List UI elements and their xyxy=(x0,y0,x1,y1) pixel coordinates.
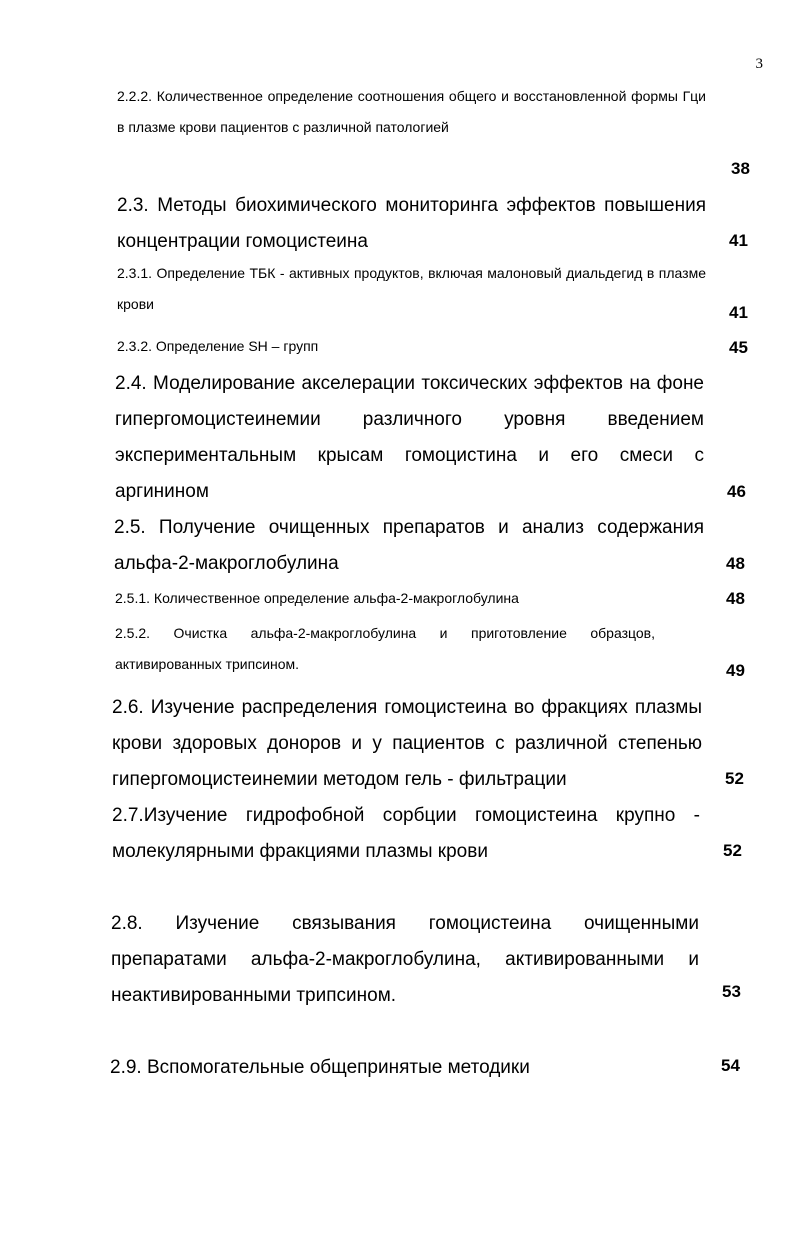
toc-entry-2-4 xyxy=(115,366,746,510)
toc-entry-page: 54 xyxy=(721,1056,740,1075)
toc-entry-2-6 xyxy=(112,690,744,798)
toc-entry-title: 2.5.1. Количественное определение альфа-2-макроглобулина xyxy=(115,590,519,606)
toc-entry-page: 52 xyxy=(725,769,744,788)
toc-entry-page: 52 xyxy=(723,841,742,860)
toc-entry-2-3-1 xyxy=(117,258,748,322)
toc-entry-page: 41 xyxy=(729,231,748,250)
toc-entry-page: 38 xyxy=(731,159,750,178)
toc-entry-2-7 xyxy=(112,798,742,870)
toc-entry-2-5 xyxy=(114,510,745,582)
toc-entry-2-5-2 xyxy=(115,618,745,680)
toc-entry-2-9 xyxy=(110,1050,740,1086)
toc-entry-page: 41 xyxy=(729,303,748,322)
toc-entry-2-8 xyxy=(111,906,741,1014)
toc-entry-page: 49 xyxy=(726,661,745,680)
toc-entry-title: 2.7.Изучение гидрофобной сорбции гомоцистеина крупно - молекулярными фракциями плазмы крови xyxy=(112,805,700,862)
toc-entry-title: 2.2.2. Количественное определение соотношения общего и восстановленной формы Гци в плазме крови пациентов с различной патологией xyxy=(117,88,706,135)
toc-entry-page: 48 xyxy=(726,589,745,608)
toc-entry-title: 2.5. Получение очищенных препаратов и анализ содержания альфа-2-макроглобулина xyxy=(114,517,704,574)
toc-entry-title: 2.6. Изучение распределения гомоцистеина во фракциях плазмы крови здоровых доноров и у пациентов с различной степенью гипергомоцистеинемии методом гель - фильтрации xyxy=(112,697,702,790)
toc-entry-2-2-2 xyxy=(117,81,750,178)
page-number: 3 xyxy=(755,56,763,72)
toc-entry-title: 2.3.2. Определение SH – групп xyxy=(117,338,319,354)
toc-entry-title: 2.3. Методы биохимического мониторинга эффектов повышения концентрации гомоцистеина xyxy=(117,195,706,252)
toc-entry-2-5-1 xyxy=(115,583,745,614)
toc-entry-title: 2.3.1. Определение ТБК - активных продуктов, включая малоновый диальдегид в плазме крови xyxy=(117,265,706,312)
toc-entry-title: 2.5.2. Очистка альфа-2-макроглобулина и приготовление образцов, активированных трипсином. xyxy=(115,625,655,672)
toc-entry-title: 2.4. Моделирование акселерации токсических эффектов на фоне гипергомоцистеинемии различного уровня введением экспериментальным крысам гомоцистина и его смеси с аргинином xyxy=(115,373,704,502)
toc-entry-2-3 xyxy=(117,188,748,260)
toc-entry-title: 2.8. Изучение связывания гомоцистеина очищенными препаратами альфа-2-макроглобулина, активированными и неактивированными трипсином. xyxy=(111,913,699,1006)
toc-entry-page: 53 xyxy=(722,982,741,1001)
toc-entry-page: 48 xyxy=(726,554,745,573)
toc-entry-page: 46 xyxy=(727,482,746,501)
toc-entry-title: 2.9. Вспомогательные общепринятые методики xyxy=(110,1057,530,1078)
toc-entry-2-3-2 xyxy=(117,331,748,362)
toc-entry-page: 45 xyxy=(729,338,748,357)
